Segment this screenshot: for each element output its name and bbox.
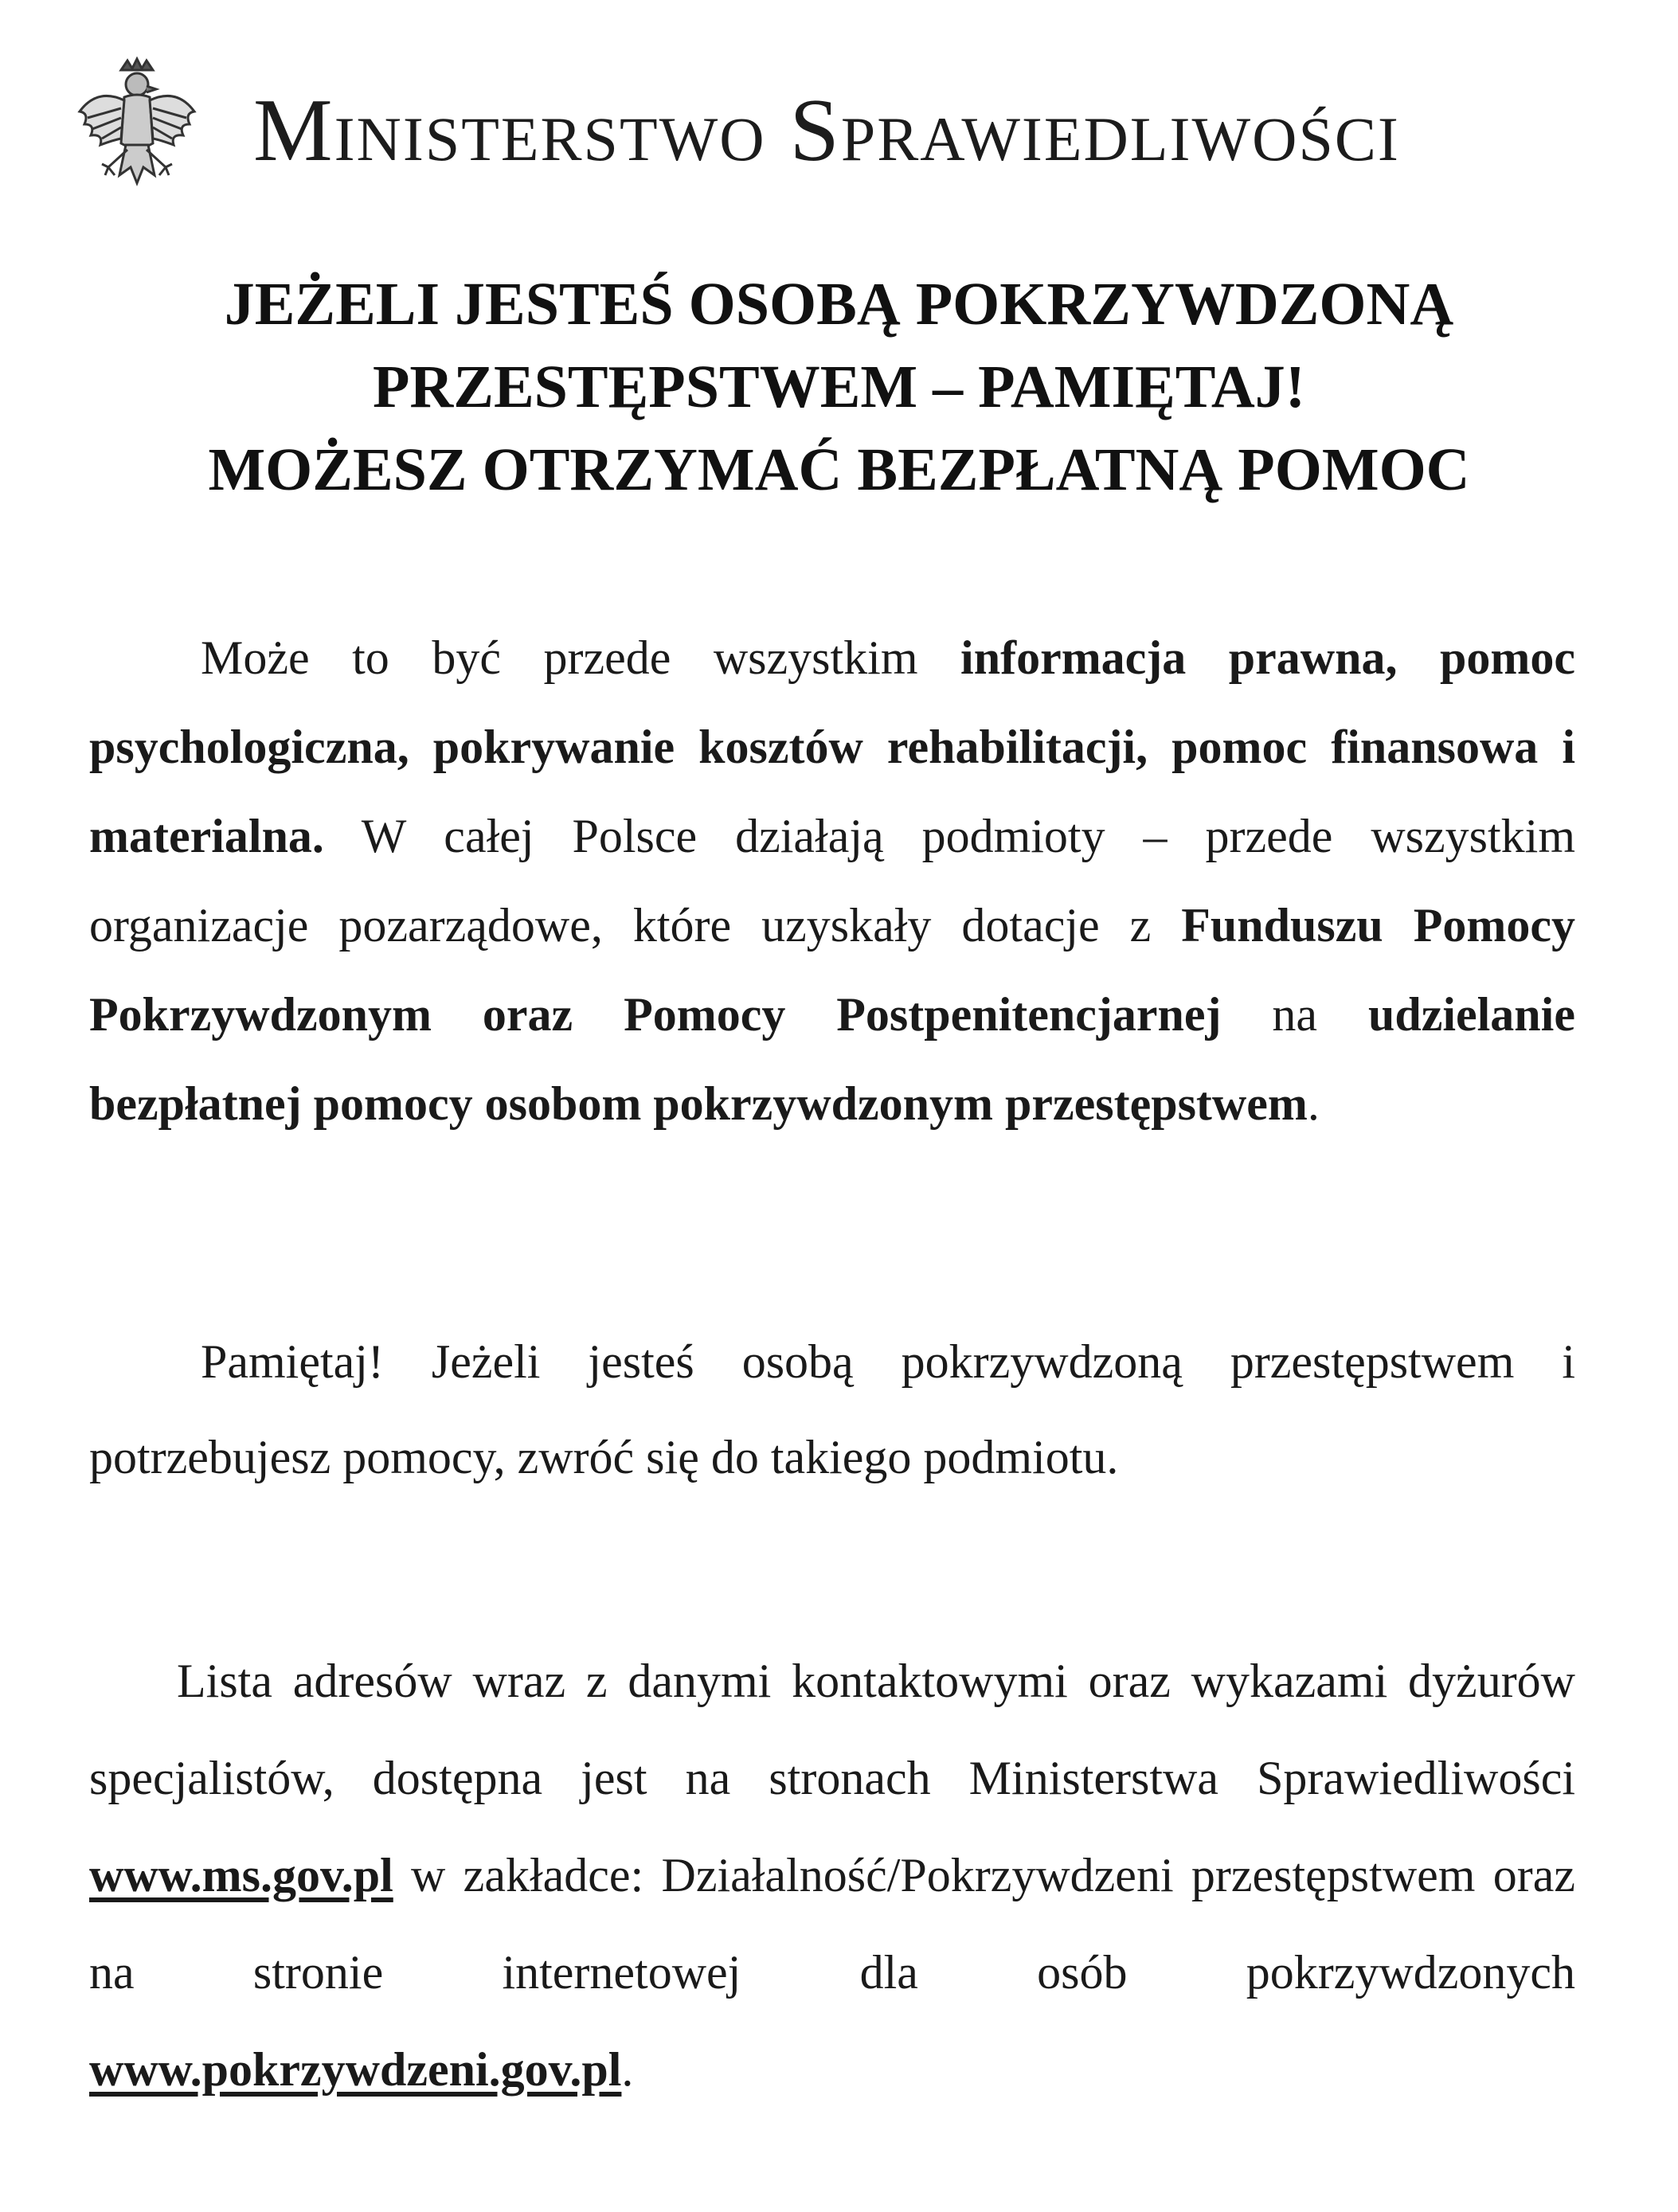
paragraph-help-types (89, 613, 1575, 1148)
paragraph-address-list (89, 1632, 1575, 2118)
headline (0, 263, 1678, 511)
headline-line-2: PRZESTĘPSTWEM – PAMIĘTAJ! (372, 354, 1306, 420)
headline-line-3: MOŻESZ OTRZYMAĆ BEZPŁATNĄ POMOC (208, 436, 1470, 503)
paragraph3-text-3: . (621, 2043, 634, 2096)
paragraph1-text-1: Może to być przede wszystkim (201, 631, 961, 684)
ms-gov-link[interactable]: www.ms.gov.pl (89, 1849, 393, 1901)
headline-line-1: JEŻELI JESTEŚ OSOBĄ POKRZYWDZONĄ (224, 271, 1454, 338)
ministry-name: Ministerstwo Sprawiedliwości (253, 81, 1400, 180)
paragraph1-bold-help-types: informacja prawna, pomoc psychologiczna, pokrywanie kosztów rehabilitacji, pomoc finansowa i materialna. (89, 631, 1575, 862)
paragraph1-text-2: W całej Polsce działają podmioty – przede wszystkim organizacje pozarządowe, które uzyskały dotacje z (89, 810, 1575, 952)
paragraph1-bold-fund-name: Funduszu Pomocy Pokrzywdzonym oraz Pomocy Postpenitencjarnej (89, 899, 1575, 1041)
paragraph1-text-3: na (1221, 988, 1368, 1041)
letterhead (73, 56, 1586, 207)
paragraph-remember (89, 1314, 1575, 1505)
paragraph1-bold-purpose: udzielanie bezpłatnej pomocy osobom pokrzywdzonym przestępstwem (89, 988, 1575, 1130)
paragraph3-text-2: w zakładce: Działalność/Pokrzywdzeni przestępstwem oraz na stronie internetowej dla osób pokrzywdzonych (89, 1849, 1575, 1999)
paragraph3-text-1: Lista adresów wraz z danymi kontaktowymi oraz wykazami dyżurów specjalistów, dostępna jest na stronach Ministerstwa Sprawiedliwości (89, 1655, 1575, 1804)
paragraph2-text: Pamiętaj! Jeżeli jesteś osobą pokrzywdzoną przestępstwem i potrzebujesz pomocy, zwróć się do takiego podmiotu. (89, 1335, 1575, 1483)
polish-eagle-emblem-icon (73, 56, 201, 199)
pokrzywdzeni-gov-link[interactable]: www.pokrzywdzeni.gov.pl (89, 2043, 622, 2096)
paragraph1-text-4: . (1307, 1077, 1320, 1130)
